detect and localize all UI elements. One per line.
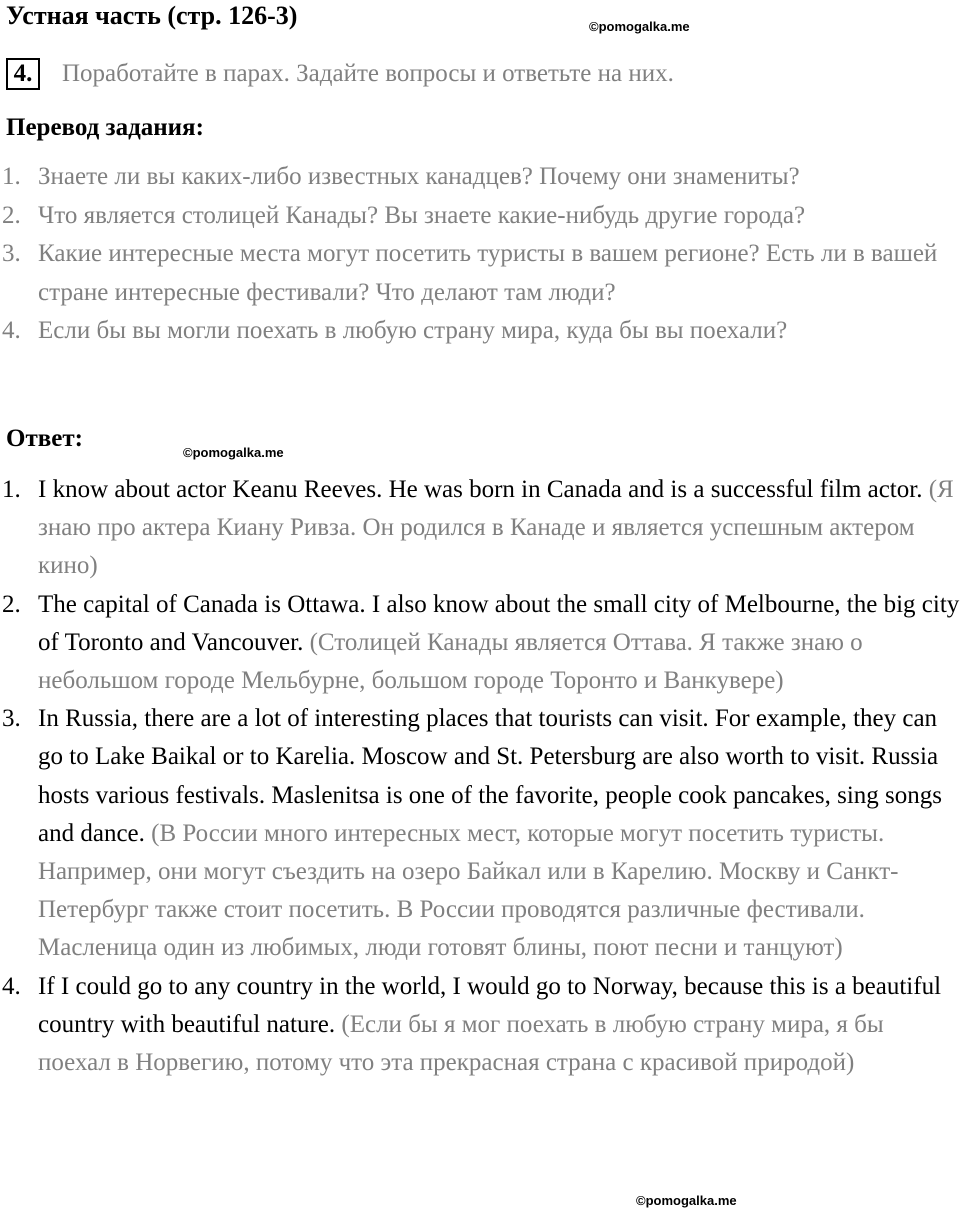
list-item — [0, 968, 960, 1083]
list-item-number: 1. — [2, 163, 21, 190]
answer-russian: (Я знаю про актера Киану Ривза. Он родился в Канаде и является успешным актером кино) — [38, 476, 954, 580]
watermark-bottom: ©pomogalka.me — [636, 1193, 737, 1208]
list-item-text: Что является столицей Канады? Вы знаете какие-нибудь другие города? — [38, 201, 806, 229]
page-title: Устная часть (стр. 126-3) — [6, 1, 298, 30]
list-item — [0, 158, 960, 197]
list-item — [0, 471, 960, 586]
list-item — [0, 235, 960, 312]
watermark-top: ©pomogalka.me — [589, 19, 690, 34]
task-number-box: 4. — [6, 58, 40, 90]
answer-russian: (Столицей Канады является Оттава. Я также знаю о небольшом городе Мельбурне, большом городе Торонто и Ванкувере) — [38, 628, 863, 695]
list-item-number: 4. — [2, 317, 21, 344]
list-item — [0, 586, 960, 701]
list-item-number: 2. — [2, 590, 21, 618]
task-text: Поработайте в парах. Задайте вопросы и ответьте на них. — [62, 60, 674, 87]
answer-russian: (Если бы я мог поехать в любую страну мира, я бы поехал в Норвегию, потому что эта прекрасная страна с красивой природой) — [38, 1010, 884, 1077]
list-item-number: 3. — [2, 240, 21, 267]
list-item-number: 1. — [2, 476, 21, 503]
answer-heading: Ответ: — [6, 425, 83, 452]
answer-list — [0, 471, 960, 1082]
list-item-number: 3. — [2, 705, 21, 733]
task-row — [6, 56, 674, 92]
list-item-number: 4. — [2, 972, 21, 1000]
list-item — [0, 700, 960, 967]
answer-english: The capital of Canada is Ottawa. I also know about the small city of Melbourne, the big city of Toronto and Vancouver. — [38, 590, 960, 656]
list-item — [0, 312, 960, 351]
translation-heading: Перевод задания: — [6, 114, 204, 141]
answer-english: If I could go to any country in the world, I would go to Norway, because this is a beautiful country with beautiful nature. — [38, 972, 942, 1038]
list-item-text: Если бы вы могли поехать в любую страну мира, куда бы вы поехали? — [38, 317, 788, 344]
translation-list — [0, 158, 960, 351]
answer-russian: (В России много интересных мест, которые могут посетить туристы. Например, они могут съездить на озеро Байкал или в Карелию. Москву и Санкт-Петербург также стоит посетить. В России проводятся различные фестивали. Масленица один из любимых, люди готовят блины, поют песни и танцуют) — [38, 819, 899, 962]
answer-english: In Russia, there are a lot of interesting places that tourists can visit. For example, they can go to Lake Baikal or to Karelia. Moscow and St. Petersburg are also worth to visit. Russia hosts various festivals. Maslenitsa is one of the favorite, people cook pancakes, sing songs and dance. — [38, 705, 942, 847]
list-item-text: Знаете ли вы каких-либо известных канадцев? Почему они знамениты? — [38, 163, 800, 190]
answer-english: I know about actor Keanu Reeves. He was born in Canada and is a successful film actor. — [38, 476, 923, 503]
list-item-text: Какие интересные места могут посетить туристы в вашем регионе? Есть ли в вашей стране интересные фестивали? Что делают там люди? — [38, 240, 938, 306]
list-item-number: 2. — [2, 201, 21, 229]
list-item — [0, 197, 960, 236]
watermark-middle: ©pomogalka.me — [183, 445, 284, 460]
